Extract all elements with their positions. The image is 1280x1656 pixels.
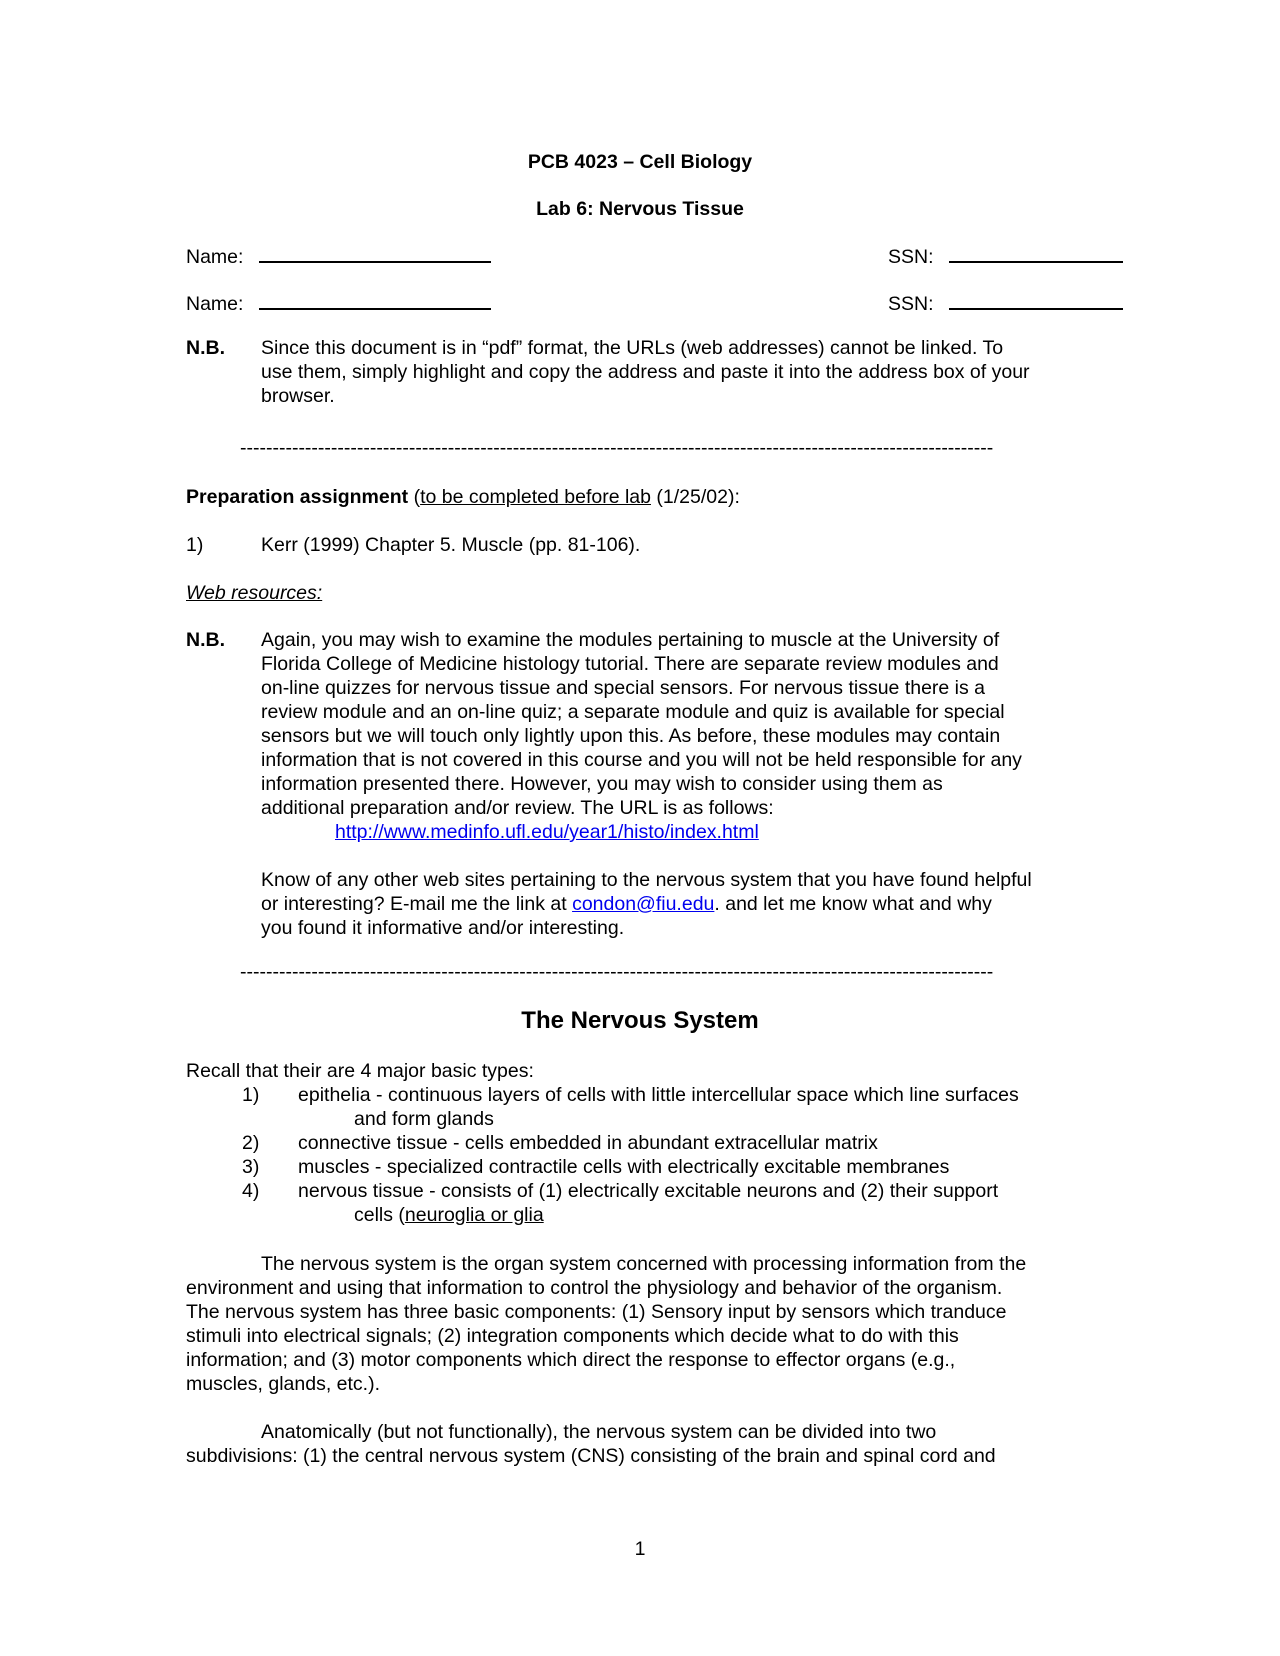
text-line: subdivisions: (1) the central nervous system (CNS) consisting of the brain and spinal cord and	[186, 1445, 996, 1467]
text-line: browser.	[261, 385, 335, 407]
list-number: 3)	[242, 1156, 260, 1178]
text-span: or interesting? E-mail me the link at	[261, 893, 573, 915]
paragraph-anatomy	[186, 1420, 996, 1468]
text-line: Anatomically (but not functionally), the nervous system can be divided into two	[261, 1421, 937, 1443]
prep-heading-bold: Preparation assignment	[186, 486, 409, 508]
text-line: The nervous system has three basic components: (1) Sensory input by sensors which tranduce	[186, 1301, 1007, 1323]
prep-paren: (	[408, 486, 421, 508]
text-line: sensors but we will touch only lightly upon this. As before, these modules may contain	[261, 725, 1001, 747]
name-label: Name:	[186, 293, 244, 315]
text-line: additional preparation and/or review. The URL is as follows:	[261, 797, 774, 819]
list-item-text: and form glands	[354, 1108, 494, 1130]
name-blank	[259, 290, 491, 310]
text-line: environment and using that information to control the physiology and behavior of the organism.	[186, 1277, 1003, 1299]
name-field-1	[186, 243, 491, 269]
glia-underlined: neuroglia or glia	[404, 1204, 544, 1226]
text-line: information; and (3) motor components which direct the response to effector organs (e.g.,	[186, 1349, 956, 1371]
divider: --------------------------------------------------------------------------------------------------------------------	[240, 437, 994, 459]
text-line: Since this document is in “pdf” format, the URLs (web addresses) cannot be linked. To	[261, 337, 1004, 359]
text-line: muscles, glands, etc.).	[186, 1373, 380, 1395]
recall-intro: Recall that their are 4 major basic types:	[186, 1060, 534, 1082]
prep-heading	[186, 485, 740, 509]
name-label: Name:	[186, 246, 244, 268]
prep-item-number: 1)	[186, 534, 204, 556]
nb-note-pdf	[261, 336, 1030, 408]
nb-label: N.B.	[186, 337, 225, 359]
histo-url-link[interactable]: http://www.medinfo.ufl.edu/year1/histo/index.html	[335, 821, 759, 843]
ssn-field-2	[888, 290, 1123, 316]
text-line: information that is not covered in this course and you will not be held responsible for any	[261, 749, 1022, 771]
ssn-label: SSN:	[888, 246, 934, 268]
lab-title: Lab 6: Nervous Tissue	[536, 198, 744, 220]
text-line: information presented there. However, you may wish to consider using them as	[261, 773, 943, 795]
list-number: 1)	[242, 1084, 260, 1106]
list-item-text	[354, 1203, 544, 1227]
section-title: The Nervous System	[521, 1007, 759, 1034]
ssn-blank	[949, 290, 1123, 310]
nb-label: N.B.	[186, 629, 225, 651]
name-field-2	[186, 290, 491, 316]
course-title: PCB 4023 – Cell Biology	[527, 151, 753, 173]
text-line: Florida College of Medicine histology tutorial. There are separate review modules and	[261, 653, 999, 675]
text-line: you found it informative and/or interesting.	[261, 917, 625, 939]
text-line: stimuli into electrical signals; (2) integration components which decide what to do with this	[186, 1325, 959, 1347]
web-resources-heading: Web resources:	[186, 582, 323, 604]
prep-date: (1/25/02):	[650, 486, 740, 508]
list-item-text: epithelia - continuous layers of cells with little intercellular space which line surfaces	[298, 1084, 1019, 1106]
prep-item-text: Kerr (1999) Chapter 5. Muscle (pp. 81-106).	[261, 534, 641, 556]
paragraph-nervous-system	[186, 1252, 1026, 1396]
text-line: review module and an on-line quiz; a separate module and quiz is available for special	[261, 701, 1005, 723]
text-line	[261, 892, 1032, 916]
page-number: 1	[634, 1538, 646, 1560]
name-blank	[259, 243, 491, 263]
text-span: cells (	[354, 1204, 405, 1226]
ssn-blank	[949, 243, 1123, 263]
divider: --------------------------------------------------------------------------------------------------------------------	[240, 961, 994, 983]
list-item-text: connective tissue - cells embedded in abundant extracellular matrix	[298, 1132, 878, 1154]
text-line: on-line quizzes for nervous tissue and special sensors. For nervous tissue there is a	[261, 677, 986, 699]
prep-underlined: to be completed before lab	[420, 486, 651, 508]
ssn-field-1	[888, 243, 1123, 269]
ssn-label: SSN:	[888, 293, 934, 315]
text-line: use them, simply highlight and copy the address and paste it into the address box of your	[261, 361, 1030, 383]
list-item-text: nervous tissue - consists of (1) electrically excitable neurons and (2) their support	[298, 1180, 999, 1202]
email-link[interactable]: condon@fiu.edu	[572, 893, 715, 915]
list-number: 4)	[242, 1180, 260, 1202]
text-line: Again, you may wish to examine the modules pertaining to muscle at the University of	[261, 629, 1000, 651]
text-span: . and let me know what and why	[714, 893, 992, 915]
list-item-text: muscles - specialized contractile cells with electrically excitable membranes	[298, 1156, 950, 1178]
text-line: Know of any other web sites pertaining to the nervous system that you have found helpful	[261, 869, 1032, 891]
nb-note-web	[261, 628, 1032, 940]
text-line: The nervous system is the organ system concerned with processing information from the	[261, 1253, 1027, 1275]
list-number: 2)	[242, 1132, 260, 1154]
